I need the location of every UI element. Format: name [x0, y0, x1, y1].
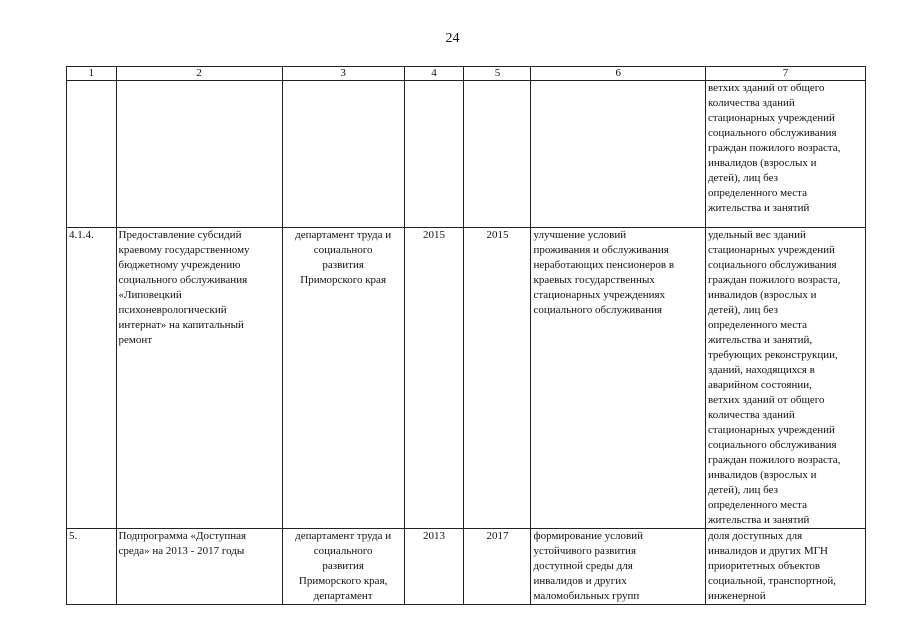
column-header-1: 1: [67, 67, 117, 81]
table-row: [67, 529, 866, 605]
expected-result: формирование условий устойчивого развития доступной среды для инвалидов и других маломобильных групп: [531, 529, 705, 605]
expected-result: улучшение условий проживания и обслуживания неработающих пенсионеров в краевых государственных стационарных учреждениях социального обслуживания: [531, 228, 705, 529]
page-number: 24: [445, 31, 460, 46]
target-indicator: удельный вес зданий стационарных учреждений социального обслуживания граждан пожилого возраста, инвалидов (взрослых и детей), лиц без определенного места жительства и занятий, требующих реконструкции, зданий, находящихся в аварийном состоянии, ветхих зданий от общего количества зданий стационарных учреждений социального обслуживания граждан пожилого возраста, инвалидов (взрослых и детей), лиц без определенного места жительства и занятий: [705, 228, 865, 529]
responsible-executor: департамент труда и социального развития Приморского края, департамент: [282, 529, 404, 605]
expected-result: [531, 81, 705, 228]
table-row: [67, 81, 866, 228]
target-indicator: доля доступных для инвалидов и других МГН приоритетных объектов социальной, транспортной, инженерной: [705, 529, 865, 605]
end-year: 2017: [464, 529, 531, 605]
start-year: 2013: [404, 529, 464, 605]
end-year: [464, 81, 531, 228]
measure-name: [116, 81, 282, 228]
measure-name: Подпрограмма «Доступная среда» на 2013 - 2017 годы: [116, 529, 282, 605]
item-number: [67, 81, 117, 228]
item-number: 5.: [67, 529, 117, 605]
column-header-4: 4: [404, 67, 464, 81]
responsible-executor: [282, 81, 404, 228]
column-header-5: 5: [464, 67, 531, 81]
target-indicator: ветхих зданий от общего количества зданий стационарных учреждений социального обслуживания граждан пожилого возраста, инвалидов (взрослых и детей), лиц без определенного места жительства и занятий: [705, 81, 865, 228]
start-year: 2015: [404, 228, 464, 529]
item-number: 4.1.4.: [67, 228, 117, 529]
header-row: [67, 67, 866, 81]
measure-name: Предоставление субсидий краевому государственному бюджетному учреждению социального обслуживания «Липовецкий психоневрологический интернат» на капитальный ремонт: [116, 228, 282, 529]
column-header-7: 7: [705, 67, 865, 81]
table-row: [67, 228, 866, 529]
end-year: 2015: [464, 228, 531, 529]
column-header-2: 2: [116, 67, 282, 81]
responsible-executor: департамент труда и социального развития Приморского края: [282, 228, 404, 529]
start-year: [404, 81, 464, 228]
column-header-3: 3: [282, 67, 404, 81]
column-header-6: 6: [531, 67, 705, 81]
program-table: [66, 66, 866, 605]
